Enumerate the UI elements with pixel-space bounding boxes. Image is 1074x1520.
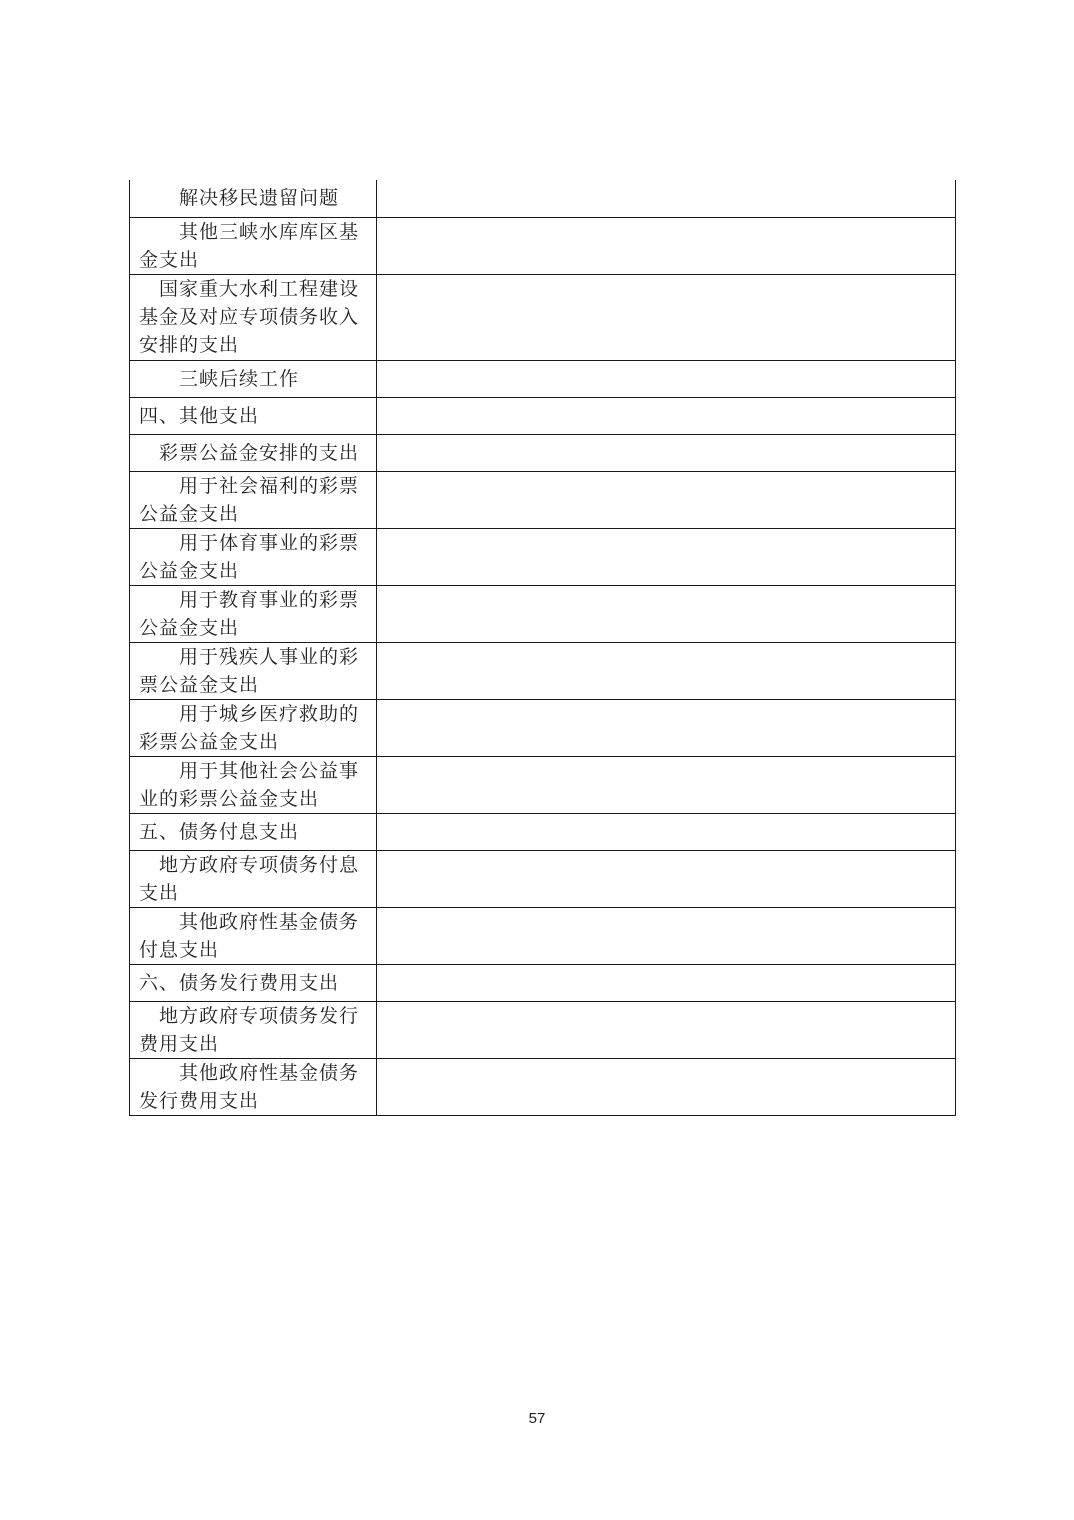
row-label: 其他政府性基金债务发行费用支出 bbox=[139, 1061, 360, 1112]
row-value-cell bbox=[377, 1001, 956, 1058]
table-row bbox=[130, 360, 956, 397]
row-label-cell bbox=[130, 1058, 377, 1115]
row-label-cell bbox=[130, 964, 377, 1001]
row-label: 国家重大水利工程建设基金及对应专项债务收入安排的支出 bbox=[139, 278, 360, 356]
table-row bbox=[130, 964, 956, 1001]
table-row bbox=[130, 907, 956, 964]
row-label: 三峡后续工作 bbox=[179, 367, 300, 390]
table-row bbox=[130, 471, 956, 528]
row-label-cell bbox=[130, 1001, 377, 1058]
table-row bbox=[130, 528, 956, 585]
row-label-cell bbox=[130, 360, 377, 397]
row-value-cell bbox=[377, 180, 956, 217]
row-value-cell bbox=[377, 434, 956, 471]
row-label-cell bbox=[130, 471, 377, 528]
row-value-cell bbox=[377, 471, 956, 528]
row-value-cell bbox=[377, 850, 956, 907]
row-value-cell bbox=[377, 907, 956, 964]
table-row bbox=[130, 813, 956, 850]
table-row bbox=[130, 699, 956, 756]
row-label-cell bbox=[130, 642, 377, 699]
table-row bbox=[130, 585, 956, 642]
row-label: 其他三峡水库库区基金支出 bbox=[139, 220, 360, 271]
row-label-cell bbox=[130, 434, 377, 471]
table-row bbox=[130, 1058, 956, 1115]
table-row bbox=[130, 274, 956, 360]
row-label-cell bbox=[130, 756, 377, 813]
row-value-cell bbox=[377, 274, 956, 360]
row-label: 彩票公益金安排的支出 bbox=[159, 441, 360, 464]
row-value-cell bbox=[377, 642, 956, 699]
row-label-cell bbox=[130, 397, 377, 434]
row-label: 五、债务付息支出 bbox=[139, 820, 300, 843]
row-label: 解决移民遗留问题 bbox=[179, 187, 340, 210]
row-label-cell bbox=[130, 813, 377, 850]
table-row bbox=[130, 217, 956, 274]
row-value-cell bbox=[377, 964, 956, 1001]
table-row bbox=[130, 434, 956, 471]
row-label-cell bbox=[130, 217, 377, 274]
row-label: 六、债务发行费用支出 bbox=[139, 971, 340, 994]
table-row bbox=[130, 397, 956, 434]
row-value-cell bbox=[377, 397, 956, 434]
row-label: 其他政府性基金债务付息支出 bbox=[139, 910, 360, 961]
table-row bbox=[130, 1001, 956, 1058]
row-label-cell bbox=[130, 699, 377, 756]
row-value-cell bbox=[377, 756, 956, 813]
row-label: 用于其他社会公益事业的彩票公益金支出 bbox=[139, 759, 360, 810]
row-value-cell bbox=[377, 360, 956, 397]
row-label-cell bbox=[130, 528, 377, 585]
row-label: 用于残疾人事业的彩票公益金支出 bbox=[139, 645, 360, 696]
table-row bbox=[130, 180, 956, 217]
row-label: 用于体育事业的彩票公益金支出 bbox=[139, 531, 360, 582]
row-label: 用于教育事业的彩票公益金支出 bbox=[139, 588, 360, 639]
expenditure-table bbox=[129, 180, 956, 1116]
row-label: 地方政府专项债务付息支出 bbox=[139, 853, 360, 904]
page-number: 57 bbox=[528, 1410, 546, 1427]
row-value-cell bbox=[377, 699, 956, 756]
row-label-cell bbox=[130, 274, 377, 360]
row-value-cell bbox=[377, 217, 956, 274]
row-label-cell bbox=[130, 180, 377, 217]
row-value-cell bbox=[377, 813, 956, 850]
row-value-cell bbox=[377, 528, 956, 585]
row-label: 用于社会福利的彩票公益金支出 bbox=[139, 474, 360, 525]
row-label-cell bbox=[130, 850, 377, 907]
row-label: 四、其他支出 bbox=[139, 404, 260, 427]
row-value-cell bbox=[377, 585, 956, 642]
row-value-cell bbox=[377, 1058, 956, 1115]
table-row bbox=[130, 642, 956, 699]
row-label: 地方政府专项债务发行费用支出 bbox=[139, 1004, 360, 1055]
row-label: 用于城乡医疗救助的彩票公益金支出 bbox=[139, 702, 360, 753]
table-row bbox=[130, 756, 956, 813]
table-row bbox=[130, 850, 956, 907]
row-label-cell bbox=[130, 907, 377, 964]
row-label-cell bbox=[130, 585, 377, 642]
